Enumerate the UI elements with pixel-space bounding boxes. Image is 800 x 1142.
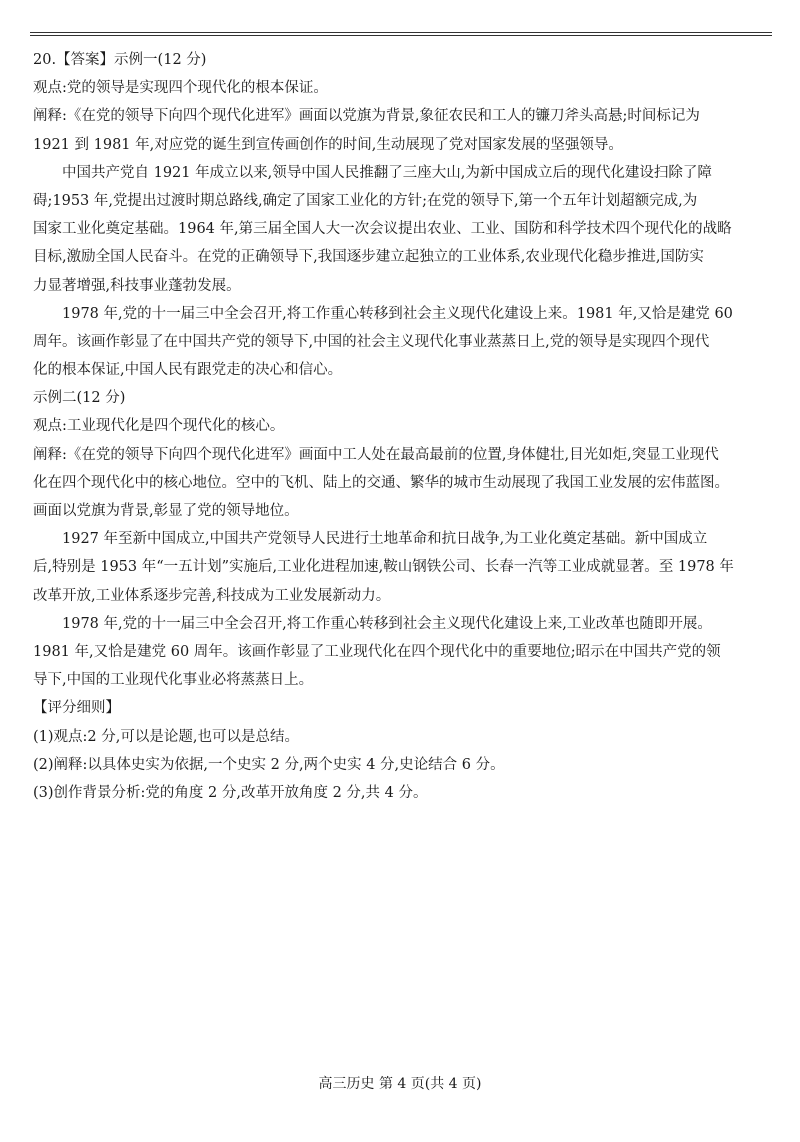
text-line: 1978 年,党的十一届三中全会召开,将工作重心转移到社会主义现代化建设上来。1981 年,又恰是建党 60 [62,305,733,322]
text-line: 化的根本保证,中国人民有跟党走的决心和信心。 [33,362,343,379]
text-line: (3)创作背景分析:党的角度 2 分,改革开放角度 2 分,共 4 分。 [33,784,428,801]
text-line: 1921 到 1981 年,对应党的诞生到宣传画创作的时间,生动展现了党对国家发展的坚强领导。 [33,136,623,153]
text-line: 20.【答案】示例一(12 分) [33,52,207,68]
header-rule [30,32,772,33]
text-line: 观点:工业现代化是四个现代化的核心。 [33,418,285,435]
text-line: 1927 年至新中国成立,中国共产党领导人民进行土地革命和抗日战争,为工业化奠定基础。新中国成立 [62,531,708,548]
text-line: 中国共产党自 1921 年成立以来,领导中国人民推翻了三座大山,为新中国成立后的现代化建设扫除了障 [62,164,712,181]
text-line: 阐释:《在党的领导下向四个现代化进军》画面中工人处在最高最前的位置,身体健壮,目光如炬,突显工业现代 [33,446,719,463]
text-line: 后,特别是 1953 年“一五计划”实施后,工业化进程加速,鞍山钢铁公司、长春一汽等工业成就显著。至 1978 年 [33,559,734,576]
text-line: 【评分细则】 [33,700,120,717]
text-line: 1981 年,又恰是建党 60 周年。该画作彰显了工业现代化在四个现代化中的重要地位;昭示在中国共产党的领 [33,643,721,660]
answer-content [33,46,769,807]
text-line: 1978 年,党的十一届三中全会召开,将工作重心转移到社会主义现代化建设上来,工业改革也随即开展。 [62,615,712,632]
text-line: 力显著增强,科技事业蓬勃发展。 [33,277,241,294]
text-line: (2)阐释:以具体史实为依据,一个史实 2 分,两个史实 4 分,史论结合 6 分。 [33,756,505,773]
text-line: 碍;1953 年,党提出过渡时期总路线,确定了国家工业化的方针;在党的领导下,第一个五年计划超额完成,为 [33,192,698,209]
header-rule-inner [30,35,772,36]
text-line: 化在四个现代化中的核心地位。空中的飞机、陆上的交通、繁华的城市生动展现了我国工业发展的宏伟蓝图。 [33,474,729,491]
text-line: 画面以党旗为背景,彰显了党的领导地位。 [33,503,299,519]
text-line: 目标,激励全国人民奋斗。在党的正确领导下,我国逐步建立起独立的工业体系,农业现代化稳步推进,国防实 [33,249,704,266]
text-line: 示例二(12 分) [33,390,126,407]
page-footer: 高三历史 第 4 页(共 4 页) [318,1076,482,1092]
text-line: 国家工业化奠定基础。1964 年,第三届全国人大一次会议提出农业、工业、国防和科学技术四个现代化的战略 [33,221,732,238]
text-line: 导下,中国的工业现代化事业必将蒸蒸日上。 [33,672,314,689]
text-line: 周年。该画作彰显了在中国共产党的领导下,中国的社会主义现代化事业蒸蒸日上,党的领导是实现四个现代 [33,333,710,350]
text-line: (1)观点:2 分,可以是论题,也可以是总结。 [33,728,299,745]
text-line: 阐释:《在党的领导下向四个现代化进军》画面以党旗为背景,象征农民和工人的镰刀斧头高悬;时间标记为 [33,108,700,125]
text-line: 观点:党的领导是实现四个现代化的根本保证。 [33,80,328,97]
text-line: 改革开放,工业体系逐步完善,科技成为工业发展新动力。 [33,587,391,604]
